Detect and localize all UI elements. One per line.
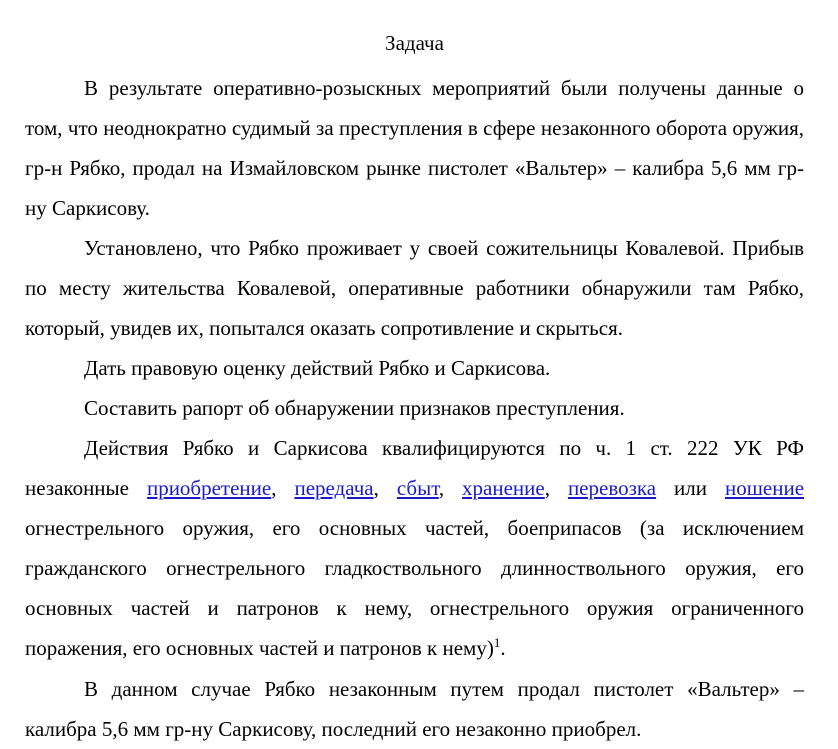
link-sale[interactable]: сбыт <box>396 476 439 500</box>
qualification-end: . <box>500 636 506 660</box>
footnote-marker[interactable]: 1 <box>493 635 501 650</box>
separator: или <box>656 476 725 500</box>
separator: , <box>438 476 463 500</box>
document-title: Задача <box>385 31 444 55</box>
separator: , <box>544 476 568 500</box>
qualification-rest: огнестрельного оружия, его основных частей, боеприпасов (за исключением гражданского огнестрельного гладкоствольного длинноствольного оружия, его основных частей и патронов к нему, огнестрельного оружия ограниченного поражения, его основных частей и патронов к нему) <box>25 516 804 660</box>
paragraph-established: Установлено, что Рябко проживает у своей сожительницы Ковалевой. Прибыв по месту жительства Ковалевой, оперативные работники обнаружили там Рябко, который, увидев их, попытался оказать сопротивление и скрыться. <box>25 236 804 340</box>
link-transportation[interactable]: перевозка <box>567 476 657 500</box>
paragraph-conclusion: В данном случае Рябко незаконным путем продал пистолет «Вальтер» – калибра 5,6 мм гр-ну Саркисову, последний его незаконно приобрел. <box>25 677 804 741</box>
separator: , <box>271 476 295 500</box>
link-transfer[interactable]: передача <box>294 476 374 500</box>
paragraph-qualification <box>25 428 804 668</box>
qualification-intro: Действия Рябко и Саркисова квалифицируются по ч. 1 ст. 222 УК РФ незаконные <box>25 436 804 500</box>
paragraph-report: Составить рапорт об обнаружении признаков преступления. <box>84 396 625 420</box>
paragraph-legal-assessment: Дать правовую оценку действий Рябко и Саркисова. <box>84 356 551 380</box>
link-acquisition[interactable]: приобретение <box>146 476 272 500</box>
paragraph-task-facts: В результате оперативно-розыскных мероприятий были получены данные о том, что неоднократно судимый за преступления в сфере незаконного оборота оружия, гр-н Рябко, продал на Измайловском рынке пистолет «Вальтер» – калибра 5,6 мм гр-ну Саркисову. <box>25 76 804 220</box>
link-storage[interactable]: хранение <box>462 476 545 500</box>
link-carrying[interactable]: ношение <box>724 476 805 500</box>
separator: , <box>373 476 397 500</box>
